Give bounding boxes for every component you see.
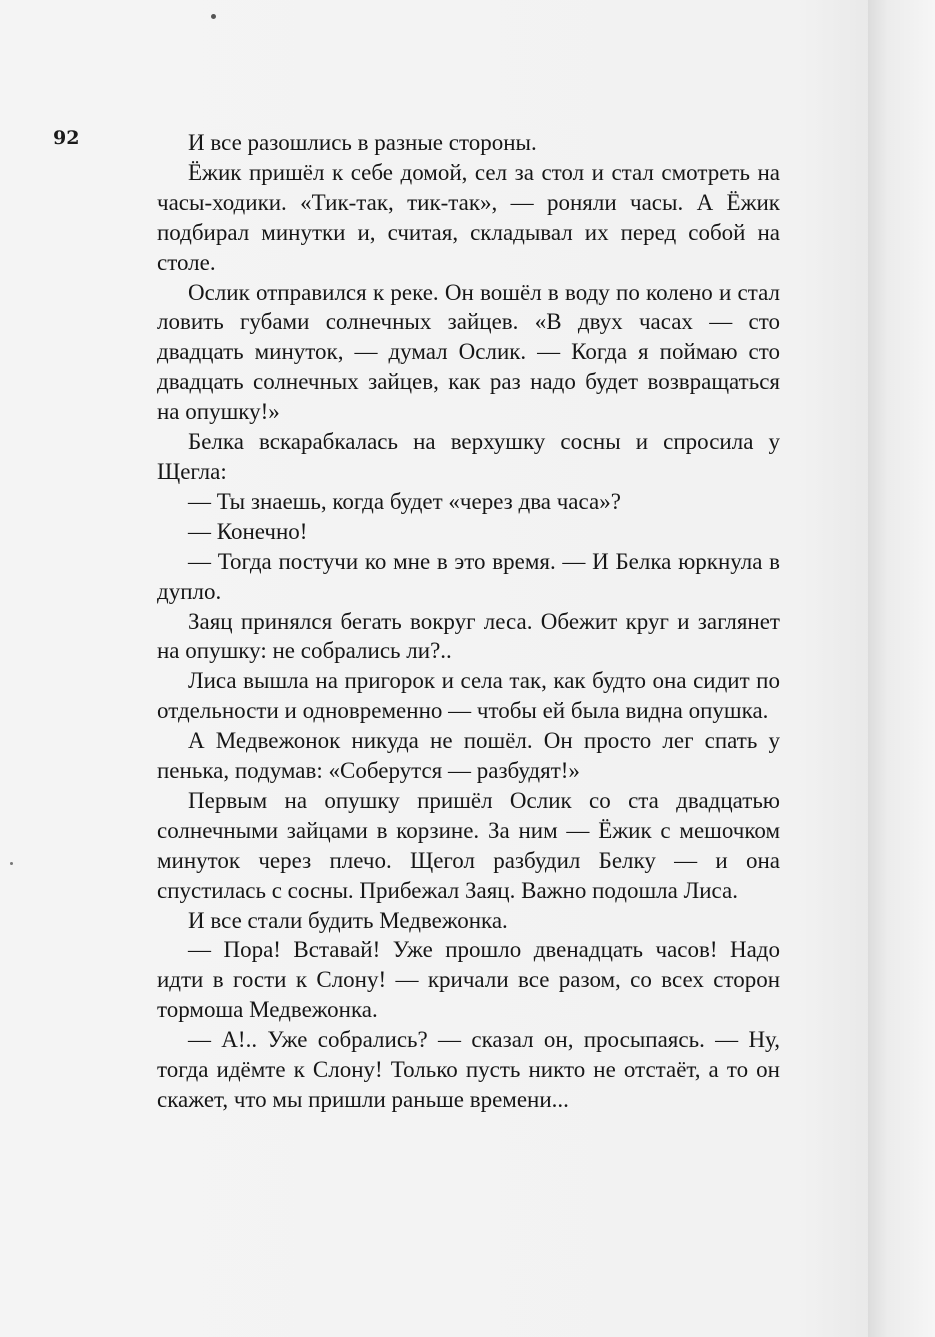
- page-number: 92: [53, 127, 80, 149]
- paragraph: — Тогда постучи ко мне в это время. — И Белка юркнула в дупло.: [157, 548, 780, 604]
- paragraph: Первым на опушку пришёл Ослик со ста двадцатью солнечными зайцами в корзине. За ним — Ёжик с мешочком минуток через плечо. Щегол разбудил Белку — и она спустилась с сосны. Прибежал Заяц. Важно подошла Лиса.: [157, 787, 780, 903]
- body-text: [157, 128, 780, 1115]
- print-speck: [211, 14, 216, 19]
- paragraph: Заяц принялся бегать вокруг леса. Обежит круг и заглянет на опушку: не собрались ли?..: [157, 608, 780, 664]
- paragraph: Лиса вышла на пригорок и села так, как будто она сидит по отдельности и одновременно — чтобы ей была видна опушка.: [157, 668, 780, 724]
- paragraph: Белка вскарабкалась на верхушку сосны и спросила у Щегла:: [157, 429, 780, 484]
- paragraph: — Пора! Вставай! Уже прошло двенадцать часов! Надо идти в гости к Слону! — кричали все разом, со всех сторон тормоша Медвежонка.: [157, 937, 780, 1023]
- page-gutter-shadow: [868, 0, 935, 1337]
- paragraph: — Ты знаешь, когда будет «через два часа»?: [188, 488, 621, 514]
- paragraph: Ослик отправился к реке. Он вошёл в воду по колено и стал ловить губами солнечных зайцев. «В двух часах — сто двадцать минуток, — думал Ослик. — Когда я поймаю сто двадцать солнечных зайцев, как раз надо будет возвращаться на опушку!»: [157, 279, 780, 425]
- paragraph: И все стали будить Медвежонка.: [188, 907, 508, 933]
- paragraph: — Конечно!: [188, 518, 308, 544]
- paragraph: А Медвежонок никуда не пошёл. Он просто лег спать у пенька, подумав: «Соберутся — разбудят!»: [157, 728, 780, 784]
- paragraph: И все разошлись в разные стороны.: [188, 130, 537, 155]
- paragraph: Ёжик пришёл к себе домой, сел за стол и стал смотреть на часы-ходики. «Тик-так, тик-так», — роняли часы. А Ёжик подбирал минутки и, считая, складывал их перед собой на столе.: [157, 159, 780, 275]
- print-speck: [10, 862, 13, 865]
- paragraph: — А!.. Уже собрались? — сказал он, просыпаясь. — Ну, тогда идёмте к Слону! Только пусть никто не отстаёт, а то он скажет, что мы пришли раньше времени...: [157, 1027, 780, 1112]
